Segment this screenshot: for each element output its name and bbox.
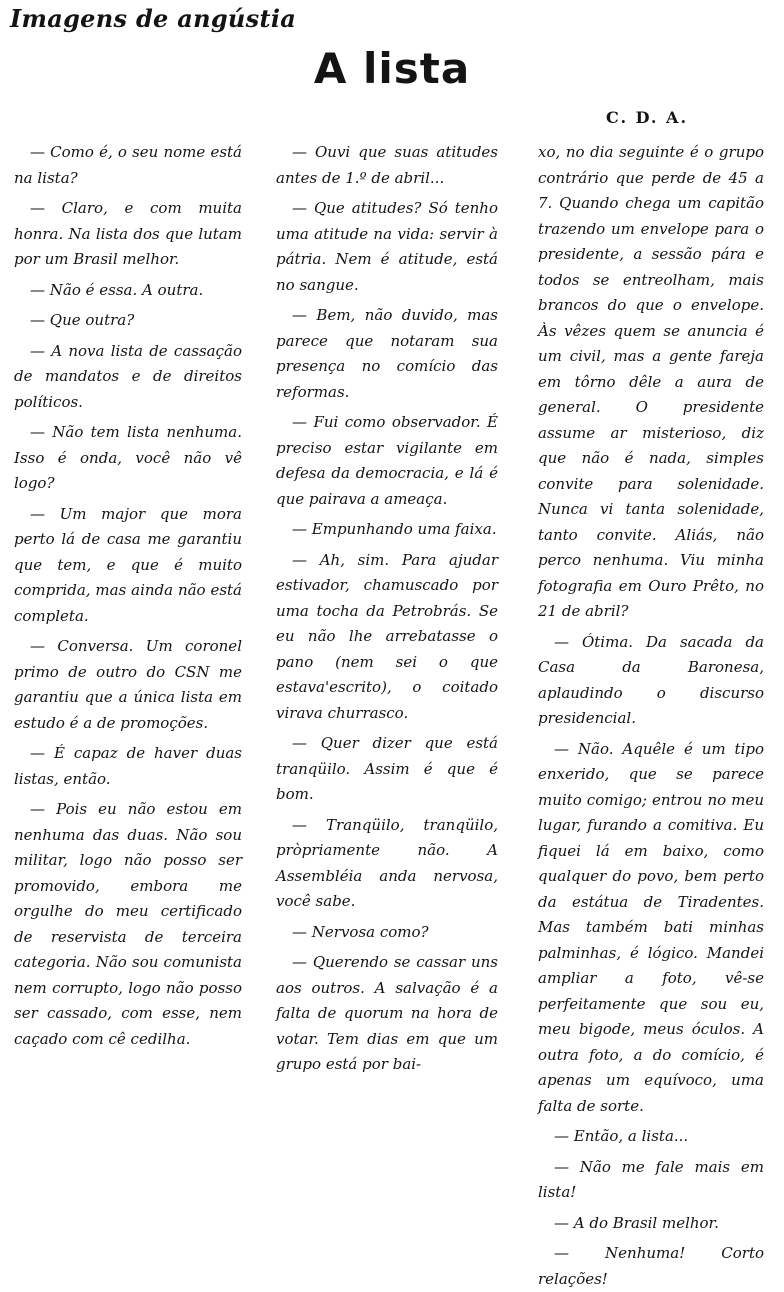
author-byline: C. D. A. — [606, 108, 689, 127]
paragraph: — Tranqüilo, tranqüilo, pròpriamente não. A Assembléia anda nervosa, você sabe. — [276, 815, 498, 910]
paragraph: — Então, a lista... — [554, 1127, 689, 1145]
paragraph: — Não. Aquêle é um tipo enxerido, que se parece muito comigo; entrou no meu lugar, furando a comitiva. Eu fiquei lá em baixo, como qualquer do povo, bem perto da estátua de Tiradentes. Mas também bati minhas palminhas, é lógico. Mandei ampliar a foto, vê-se perfeitamente que sou eu, meu bigode, meus óculos. A outra foto, a do comício, é apenas um equívoco, uma falta de sorte. — [538, 739, 764, 1115]
article-title: A lista — [313, 44, 471, 93]
paragraph: — Não me fale mais em lista! — [538, 1157, 764, 1201]
paragraph: — Não é essa. A outra. — [30, 280, 204, 299]
paragraph: — Claro, e com muita honra. Na lista dos que lutam por um Brasil melhor. — [14, 199, 242, 268]
paragraph: — Nenhuma! Corto relações! — [538, 1244, 764, 1288]
paragraph: — Ouvi que suas atitudes antes de 1.º de abril... — [276, 143, 498, 187]
section-kicker: Imagens de angústia — [10, 4, 297, 33]
text-column-2 — [276, 140, 498, 1175]
paragraph: — Não tem lista nenhuma. Isso é onda, você não vê logo? — [14, 423, 242, 492]
paragraph: — Que atitudes? Só tenho uma atitude na vida: servir à pátria. Nem é atitude, está no sangue. — [276, 199, 498, 294]
paragraph: — Ótima. Da sacada da Casa da Baronesa, aplaudindo o discurso presidencial. — [538, 632, 764, 727]
paragraph: — Que outra? — [30, 311, 135, 329]
text-column-3 — [538, 140, 764, 1288]
paragraph: — Nervosa como? — [292, 922, 429, 941]
paragraph: — Pois eu não estou em nenhuma das duas. Não sou militar, logo não posso ser promovido, embora me orgulhe do meu certificado de reservista de terceira categoria. Não sou comunista nem corrupto, logo não posso ser cassado, com esse, nem caçado com cê cedilha. — [14, 800, 242, 1048]
paragraph: — Querendo se cassar uns aos outros. A salvação é a falta de quorum na hora de votar. Tem dias em que um grupo está por bai- — [276, 953, 498, 1073]
paragraph: — É capaz de haver duas listas, então. — [14, 744, 242, 788]
paragraph: — Quer dizer que está tranqüilo. Assim é que é bom. — [276, 734, 498, 803]
paragraph: — Um major que mora perto lá de casa me garantiu que tem, e que é muito comprida, mas ainda não está completa. — [14, 504, 242, 625]
paragraph: — A do Brasil melhor. — [554, 1213, 719, 1232]
paragraph: — A nova lista de cassação de mandatos e de direitos políticos. — [14, 341, 242, 411]
paragraph: — Conversa. Um coronel primo de outro do CSN me garantiu que a única lista em estudo é a de promoções. — [14, 637, 242, 732]
paragraph: — Bem, não duvido, mas parece que notaram sua presença no comício das reformas. — [276, 306, 498, 401]
paragraph: — Fui como observador. É preciso estar vigilante em defesa da democracia, e lá é que pairava a ameaça. — [276, 413, 498, 508]
paragraph: — Empunhando uma faixa. — [292, 520, 497, 538]
paragraph: — Como é, o seu nome está na lista? — [14, 143, 242, 187]
text-column-1 — [14, 140, 242, 1175]
paragraph: xo, no dia seguinte é o grupo contrário que perde de 45 a 7. Quando chega um capitão trazendo um envelope para o presidente, a sessão pára e todos se entreolham, mais brancos do que o envelope. Às vêzes quem se anuncia é um civil, mas a gente fareja em tôrno dêle a aura de general. O presidente assume ar misterioso, diz que não é nada, simples convite para solenidade. Nunca vi tanta solenidade, tanto convite. Aliás, não perco nenhuma. Viu minha fotografia em Ouro Prêto, no 21 de abril? — [538, 143, 764, 620]
paragraph: — Ah, sim. Para ajudar estivador, chamuscado por uma tocha da Petrobrás. Se eu não lhe arrebatasse o pano (nem sei o que estava'escrito), o coitado virava churrasco. — [276, 550, 498, 722]
